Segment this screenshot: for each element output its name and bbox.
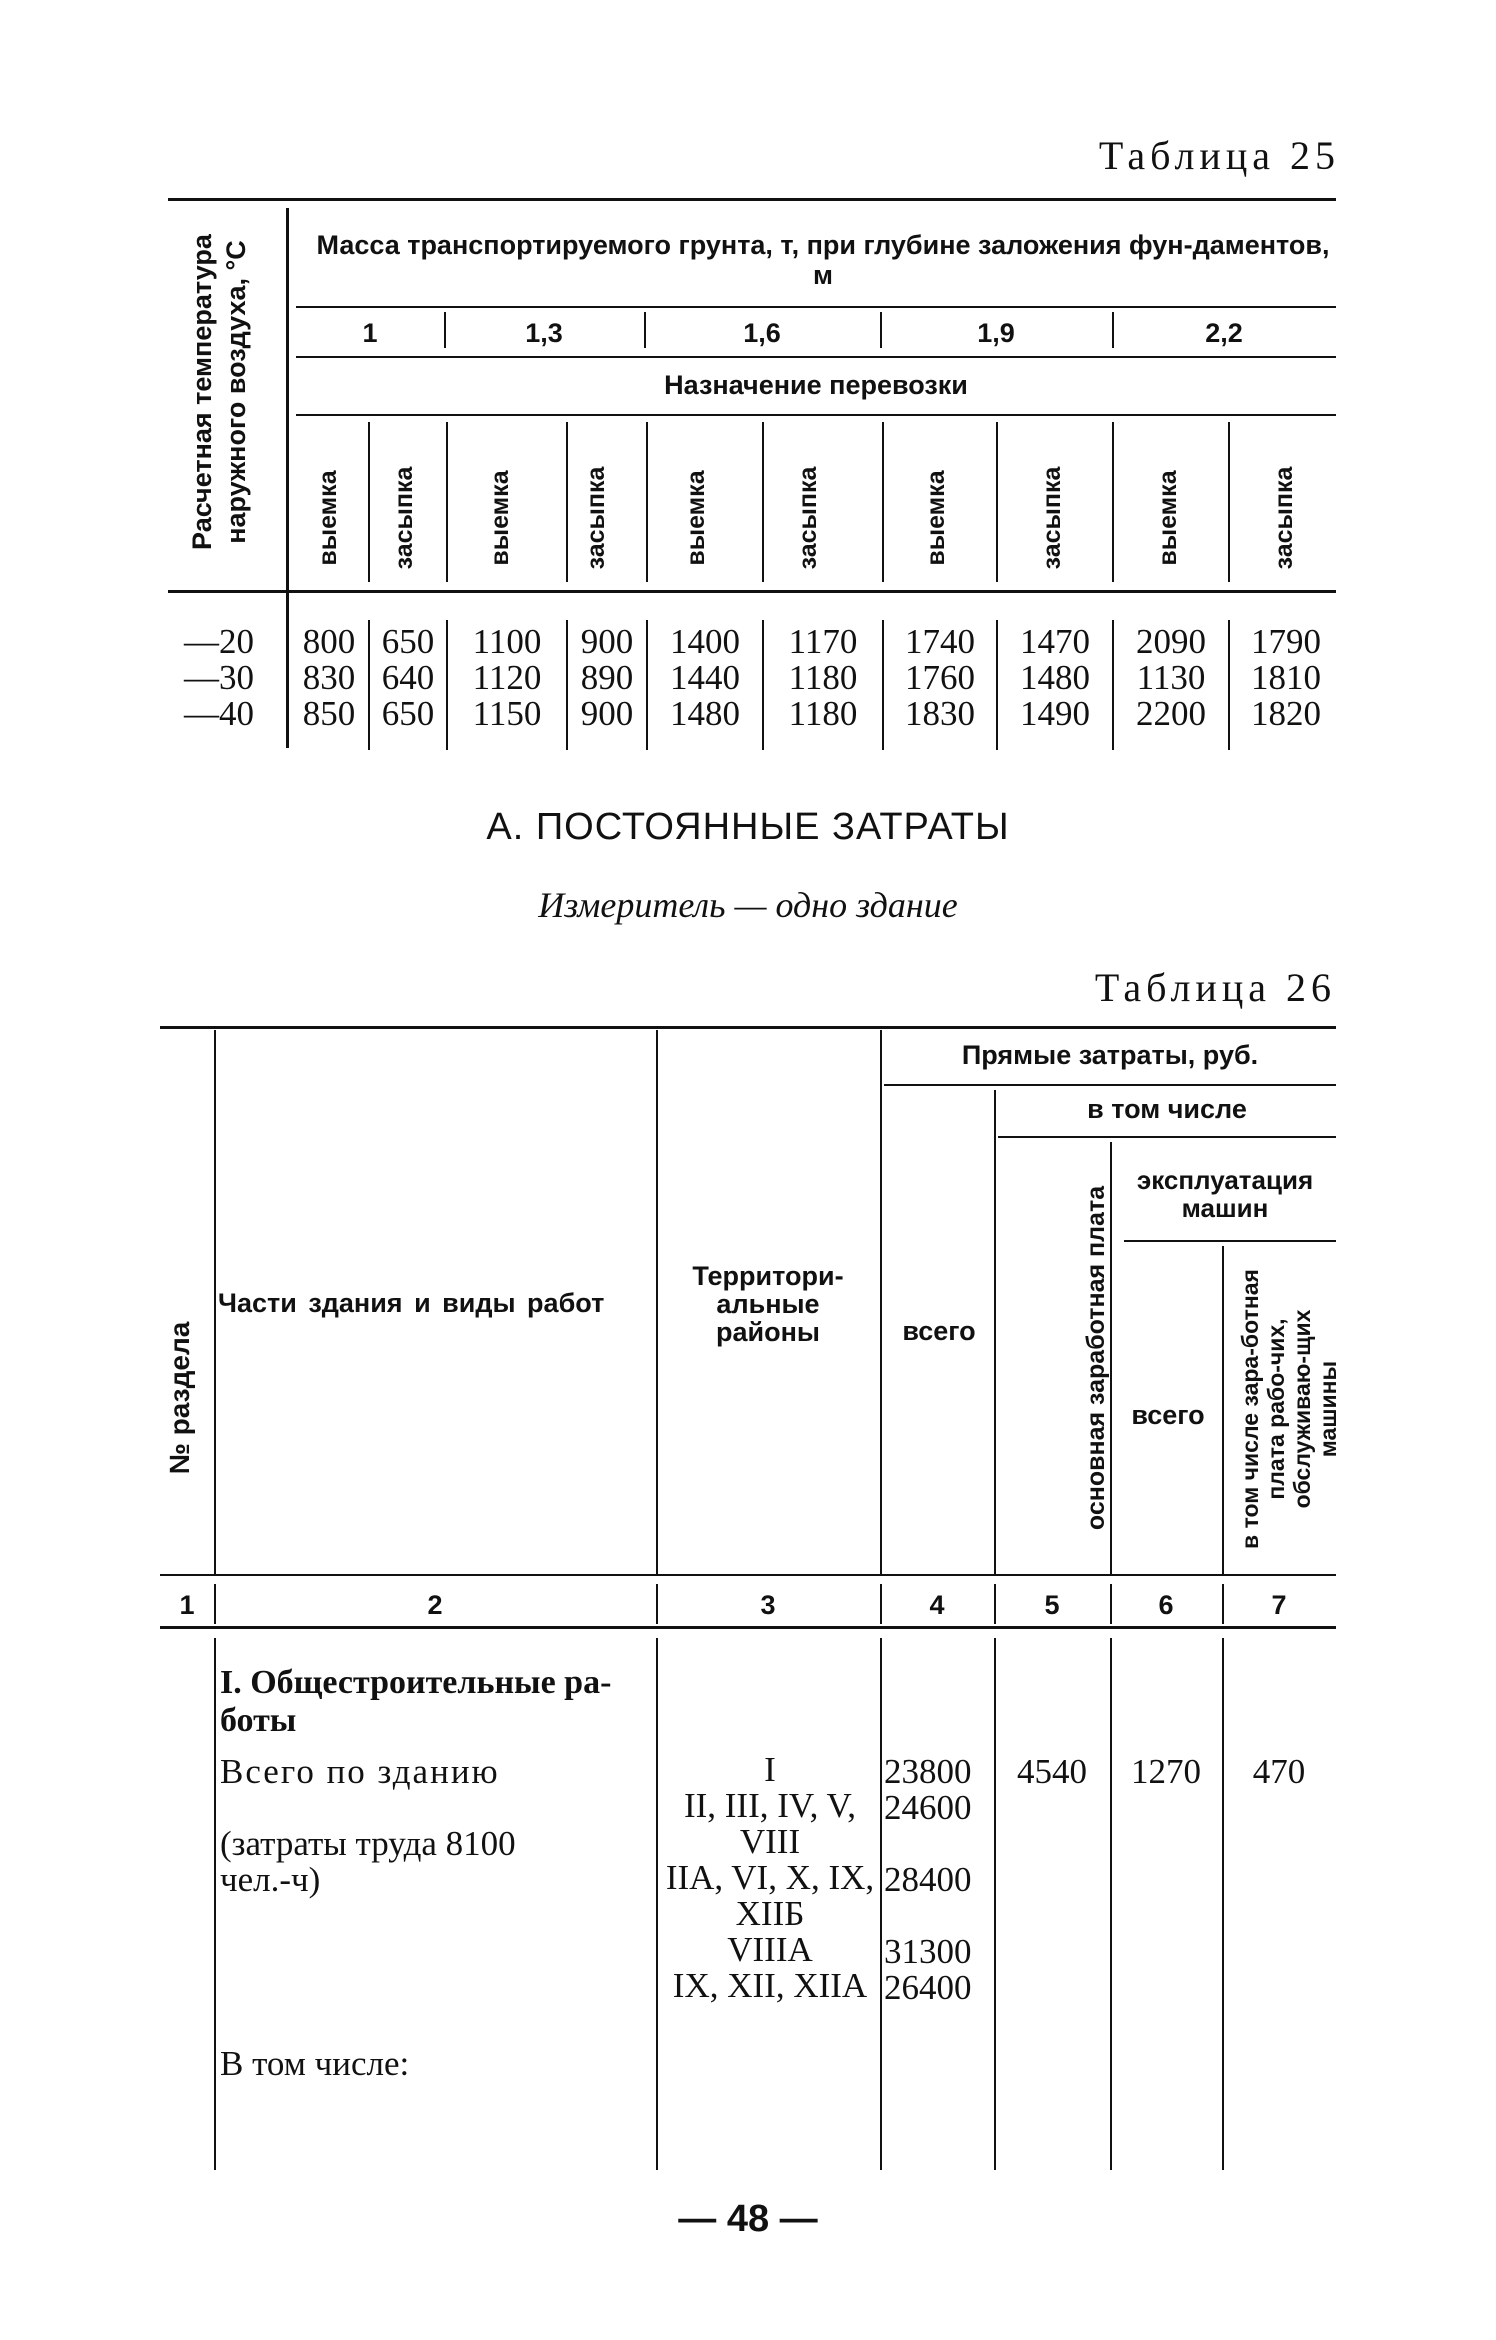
data-column xyxy=(648,624,762,732)
data-cell: 1180 xyxy=(788,658,858,697)
col-number: 6 xyxy=(1158,1590,1174,1620)
data-cell: 1180 xyxy=(788,694,858,733)
data-cell: 1120 xyxy=(472,658,542,697)
data-cell: 1740 xyxy=(905,622,975,661)
total-cost: 23800 xyxy=(884,1752,972,1791)
machines-total-value: 1270 xyxy=(1131,1752,1201,1791)
section-measure: Измеритель — одно здание xyxy=(538,885,958,925)
region-item: IX, XII, XIIA xyxy=(672,1966,868,2005)
regions-list xyxy=(664,1752,876,2004)
including-label: В том числе: xyxy=(220,2044,410,2083)
depth-1-3: 1,3 xyxy=(525,318,563,348)
data-cell: 830 xyxy=(302,658,356,697)
section-no-header: № раздела xyxy=(164,1321,195,1475)
total-cost: 24600 xyxy=(884,1788,972,1827)
data-cell: 850 xyxy=(302,694,356,733)
purpose-label: засыпка xyxy=(1038,466,1066,570)
data-cell: 640 xyxy=(381,658,435,697)
data-cell: 2090 xyxy=(1136,622,1206,661)
purpose-label: выемка xyxy=(1154,470,1182,566)
data-cell: 1480 xyxy=(670,694,740,733)
data-cell: 1440 xyxy=(670,658,740,697)
data-cell: 900 xyxy=(580,694,634,733)
direct-costs-header: Прямые затраты, руб. xyxy=(961,1040,1259,1070)
data-column xyxy=(1114,624,1228,732)
data-column xyxy=(998,624,1112,732)
table25-purpose-header: Назначение перевозки xyxy=(664,370,968,400)
temperature-value: —20 xyxy=(184,622,254,661)
data-column xyxy=(1230,624,1342,732)
depth-1-9: 1,9 xyxy=(977,318,1015,348)
col-number: 3 xyxy=(760,1590,776,1620)
purpose-label: выемка xyxy=(922,470,950,566)
data-cell: 1810 xyxy=(1251,658,1321,697)
base-wage-header: основная заработная плата xyxy=(1082,1185,1110,1531)
data-column xyxy=(448,624,566,732)
table25-caption: Таблица 25 xyxy=(1098,133,1340,178)
regions-header: Территори-альные районы xyxy=(692,1261,844,1347)
labor-note: (затраты труда 8100 чел.-ч) xyxy=(220,1824,516,1899)
table26-caption: Таблица 26 xyxy=(1094,965,1336,1010)
data-column xyxy=(884,624,996,732)
data-cell: 1170 xyxy=(788,622,858,661)
including-header: в том числе xyxy=(1087,1094,1247,1124)
total-cost: 28400 xyxy=(884,1860,972,1899)
parts-header: Части здания и виды работ xyxy=(218,1288,605,1318)
data-column xyxy=(370,624,446,732)
data-cell: 1470 xyxy=(1020,622,1090,661)
region-item: II, III, IV, V, VIII xyxy=(683,1786,857,1861)
purpose-label: засыпка xyxy=(1270,466,1298,570)
data-cell: 1480 xyxy=(1020,658,1090,697)
machines-wage-value: 470 xyxy=(1252,1752,1306,1791)
row-label: Всего по зданию xyxy=(220,1752,500,1791)
purpose-label: засыпка xyxy=(582,466,610,570)
section-title: А. ПОСТОЯННЫЕ ЗАТРАТЫ xyxy=(486,806,1010,848)
depth-1-6: 1,6 xyxy=(743,318,781,348)
data-cell: 1760 xyxy=(905,658,975,697)
page-number: — 48 — xyxy=(678,2198,818,2240)
data-cell: 1130 xyxy=(1136,658,1206,697)
data-cell: 650 xyxy=(381,694,435,733)
machines-header: эксплуатация машин xyxy=(1136,1165,1314,1223)
region-item: IIA, VI, X, IX, XIIБ xyxy=(665,1858,875,1933)
purpose-label: выемка xyxy=(486,470,514,566)
purpose-label: засыпка xyxy=(794,466,822,570)
data-cell: 1100 xyxy=(472,622,542,661)
data-cell: 1830 xyxy=(905,694,975,733)
machines-wage-header: в том числе зара-ботная плата рабо-чих, обслуживаю-щих машины xyxy=(1237,1269,1341,1549)
base-wage-value: 4540 xyxy=(1017,1752,1087,1791)
col-number: 2 xyxy=(427,1590,443,1620)
depth-1: 1 xyxy=(362,318,378,348)
col-number: 7 xyxy=(1271,1590,1287,1620)
data-cell: 650 xyxy=(381,622,435,661)
purpose-label: выемка xyxy=(314,470,342,566)
data-cell: 890 xyxy=(580,658,634,697)
temperature-value: —30 xyxy=(184,658,254,697)
data-cell: 2200 xyxy=(1136,694,1206,733)
col-number: 1 xyxy=(179,1590,195,1620)
region-item: VIIIA xyxy=(727,1930,813,1969)
col-number: 4 xyxy=(929,1590,945,1620)
data-cell: 1820 xyxy=(1251,694,1321,733)
data-cell: 1150 xyxy=(472,694,542,733)
purpose-label: засыпка xyxy=(390,466,418,570)
data-column xyxy=(764,624,882,732)
purpose-label: выемка xyxy=(682,470,710,566)
total-header: всего xyxy=(902,1316,976,1346)
data-cell: 1790 xyxy=(1251,622,1321,661)
temperature-column xyxy=(160,624,278,732)
temperature-value: —40 xyxy=(184,694,254,733)
total-cost: 26400 xyxy=(884,1968,972,2007)
table25-mass-header: Масса транспортируемого грунта, т, при глубине заложения фун-даментов, м xyxy=(316,230,1330,290)
region-item: I xyxy=(764,1750,776,1789)
data-cell: 800 xyxy=(302,622,356,661)
total-cost: 31300 xyxy=(884,1932,972,1971)
depth-2-2: 2,2 xyxy=(1205,318,1243,348)
machines-total-header: всего xyxy=(1131,1400,1205,1430)
data-column xyxy=(290,624,368,732)
data-cell: 900 xyxy=(580,622,634,661)
col-number: 5 xyxy=(1044,1590,1060,1620)
data-cell: 1400 xyxy=(670,622,740,661)
data-cell: 1490 xyxy=(1020,694,1090,733)
group-title: I. Общестроительные ра-боты xyxy=(220,1664,612,1739)
table25-row-header: Расчетная температура наружного воздуха, °С xyxy=(187,234,251,550)
data-column xyxy=(568,624,646,732)
